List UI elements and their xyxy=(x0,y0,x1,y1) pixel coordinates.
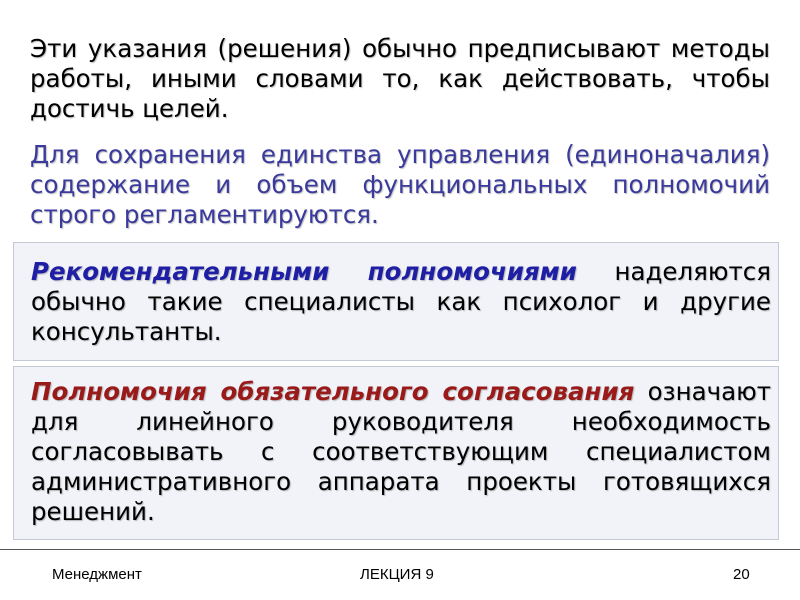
advisory-authority-box xyxy=(13,242,779,361)
concurrent-authority-description: означают для линейного руководителя необходимость согласовывать с соответствующим специалистом административного аппарата проекты готовящихся решений. xyxy=(31,377,771,526)
advisory-authority-text xyxy=(31,257,771,347)
advisory-authority-description: наделяются обычно такие специалисты как психолог и другие консультанты. xyxy=(31,257,771,346)
advisory-authority-term: Рекомендательными полномочиями xyxy=(31,257,577,286)
footer-course-name: Менеджмент xyxy=(52,566,142,583)
paragraph-directives: Эти указания (решения) обычно предписывают методы работы, иными словами то, как действовать, чтобы достичь целей. xyxy=(30,34,770,123)
concurrent-authority-text xyxy=(31,377,771,527)
concurrent-authority-term: Полномочия обязательного согласования xyxy=(31,377,635,406)
footer-lecture-label: ЛЕКЦИЯ 9 xyxy=(360,566,434,583)
footer-divider xyxy=(0,549,800,550)
concurrent-authority-box xyxy=(13,366,779,540)
footer-page-number: 20 xyxy=(733,566,750,583)
paragraph-unity-of-command: Для сохранения единства управления (единоначалия) содержание и объем функциональных полномочий строго регламентируются. xyxy=(30,140,770,229)
